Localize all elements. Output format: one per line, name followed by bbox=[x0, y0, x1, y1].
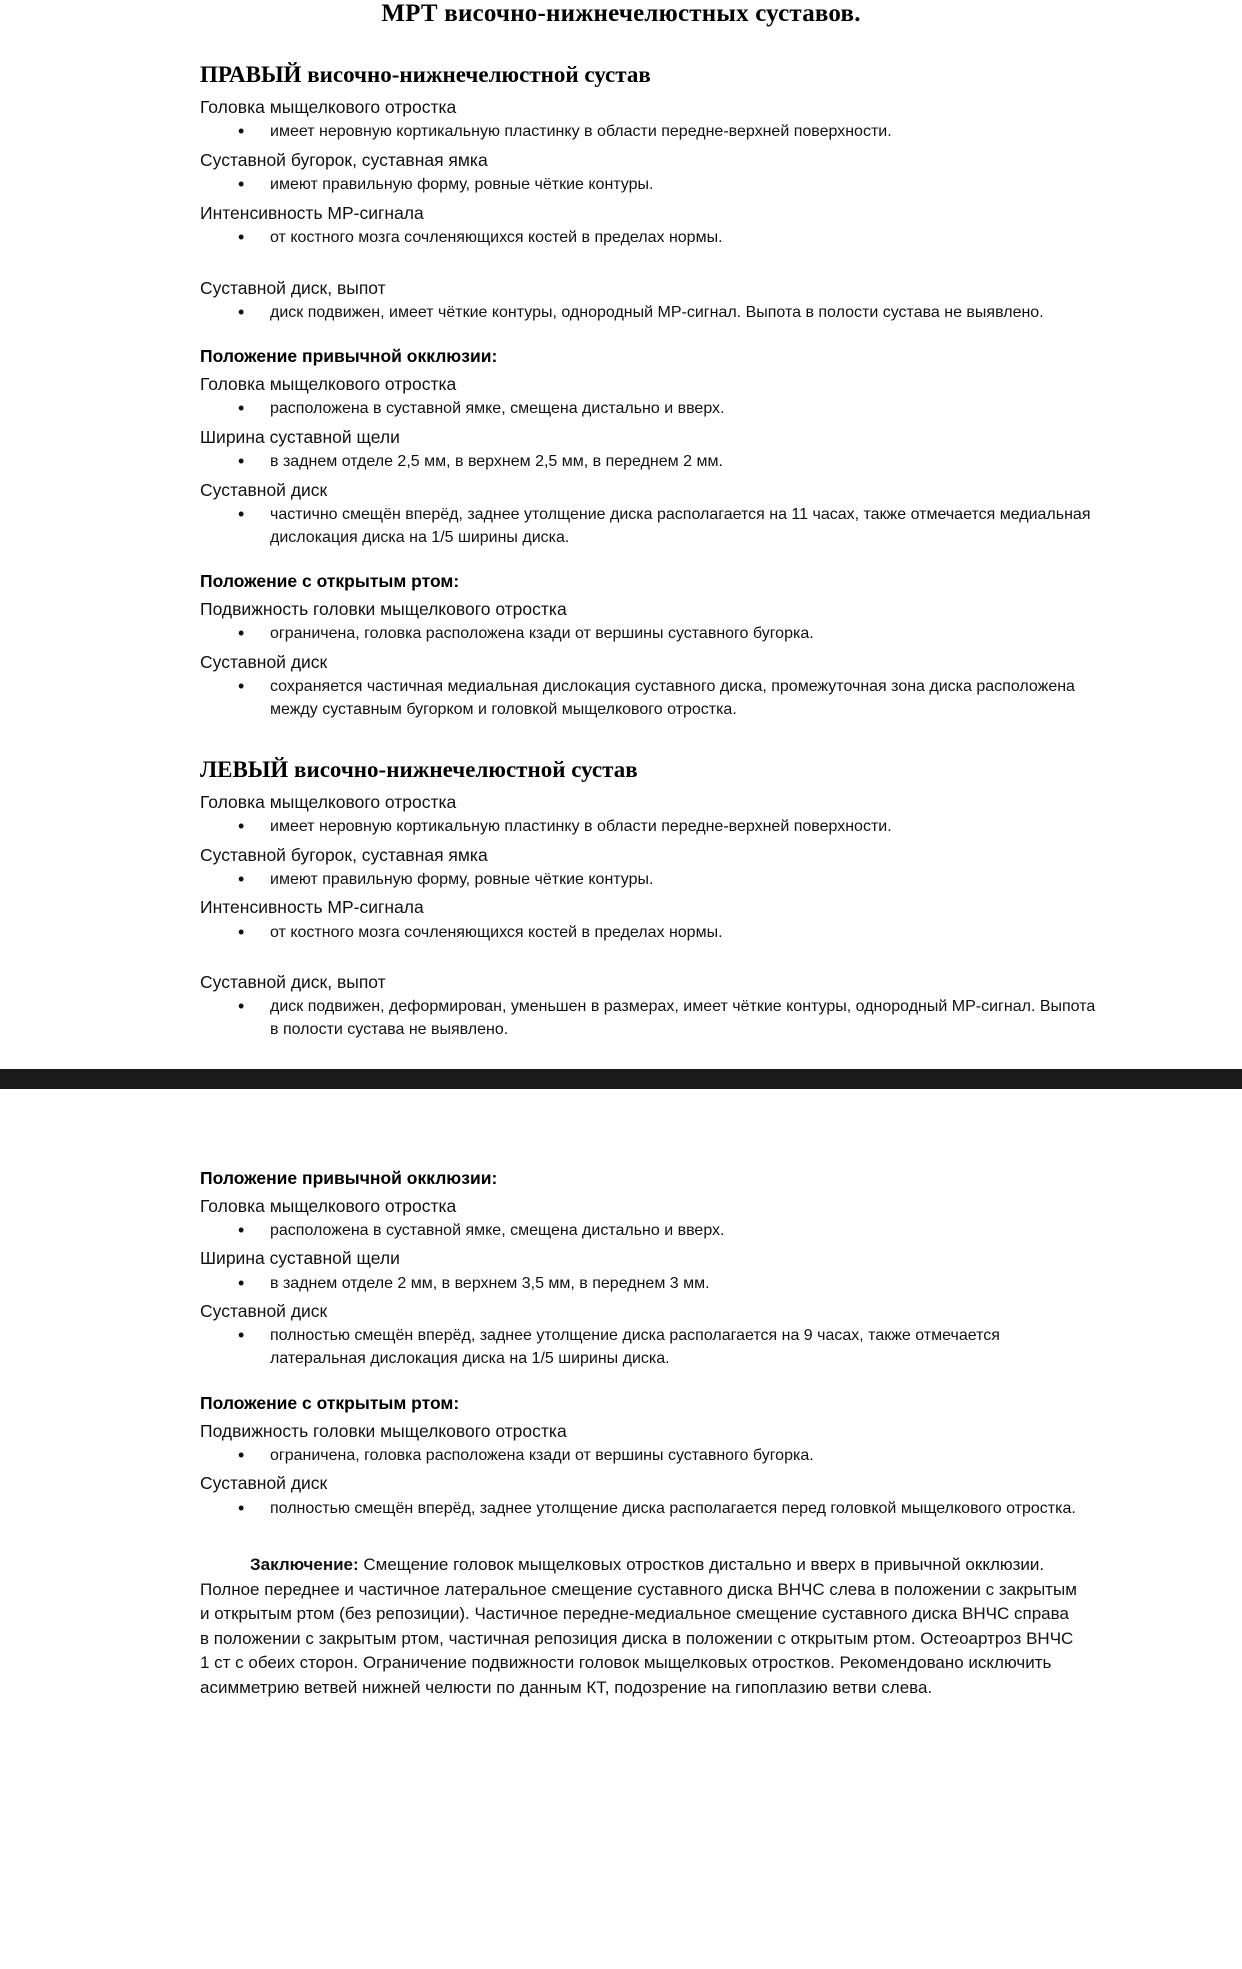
list-item: • полностью смещён вперёд, заднее утолщение диска располагается на 9 часах, также отмечается латеральная дислокация диска на 1/5 ширины диска. bbox=[238, 1324, 1100, 1371]
left-tubercle-bullets bbox=[200, 868, 1122, 895]
left-joint-heading-rest: височно-нижнечелюстной сустав bbox=[288, 756, 638, 782]
right-occlusion-disc-bullets bbox=[200, 503, 1122, 552]
right-open-mouth-mobility-bullets bbox=[200, 622, 1122, 649]
conclusion-text: Смещение головок мыщелковых отростков дистально и вверх в привычной окклюзии. Полное переднее и частичное латеральное смещение суставного диска ВНЧС слева в положении с закрытым и открытым ртом (без репозиции). Частичное передне-медиальное смещение суставного диска ВНЧС справа в положении с закрытым ртом, частичная репозиция диска в положении с открытым ртом. Остеоартроз ВНЧС 1 ст с обеих сторон. Ограничение подвижности головок мыщелковых отростков. Рекомендовано исключить асимметрию ветвей нижней челюсти по данным КТ, подозрение на гипоплазию ветви слева. bbox=[200, 1555, 1077, 1697]
list-item: • ограничена, головка расположена кзади от вершины суставного бугорка. bbox=[238, 1444, 1100, 1469]
conclusion-label: Заключение: bbox=[250, 1555, 359, 1575]
right-signal-bullets bbox=[200, 226, 1122, 253]
left-occlusion-gap-bullets bbox=[200, 1272, 1122, 1299]
list-item: • диск подвижен, имеет чёткие контуры, однородный МР-сигнал. Выпота в полости сустава не выявлено. bbox=[238, 301, 1100, 326]
spacer bbox=[200, 947, 1122, 969]
right-disc-effusion-bullets bbox=[200, 301, 1122, 328]
right-occlusion-heading: Положение привычной окклюзии: bbox=[200, 346, 498, 367]
right-occlusion-gap-bullets bbox=[200, 450, 1122, 477]
list-item: • диск подвижен, деформирован, уменьшен в размерах, имеет чёткие контуры, однородный МР-сигнал. Выпота в полости сустава не выявлено. bbox=[238, 995, 1100, 1042]
list-item: • ограничена, головка расположена кзади от вершины суставного бугорка. bbox=[238, 622, 1100, 647]
list-item: • имеют правильную форму, ровные чёткие контуры. bbox=[238, 173, 1100, 198]
right-tubercle-label: Суставной бугорок, суставная ямка bbox=[200, 149, 488, 170]
page-separator bbox=[0, 1069, 1242, 1089]
page-2-content bbox=[120, 1167, 1122, 1700]
right-occlusion-head-process-label: Головка мыщелкового отростка bbox=[200, 374, 457, 395]
right-occlusion-gap-label: Ширина суставной щели bbox=[200, 427, 400, 448]
right-joint-side-label: ПРАВЫЙ bbox=[200, 62, 302, 87]
left-open-mouth-mobility-label: Подвижность головки мыщелкового отростка bbox=[200, 1420, 567, 1441]
page-title: МРТ височно-нижнечелюстных суставов. bbox=[381, 0, 861, 27]
spacer bbox=[200, 253, 1122, 275]
right-open-mouth-disc-bullets bbox=[200, 675, 1122, 724]
document-page-2 bbox=[0, 1089, 1242, 1969]
left-tubercle-label: Суставной бугорок, суставная ямка bbox=[200, 844, 488, 865]
left-occlusion-disc-bullets bbox=[200, 1324, 1122, 1373]
left-signal-bullets bbox=[200, 921, 1122, 948]
left-open-mouth-disc-bullets bbox=[200, 1497, 1122, 1524]
right-tubercle-bullets bbox=[200, 173, 1122, 200]
list-item: • имеет неровную кортикальную пластинку в области передне-верхней поверхности. bbox=[238, 120, 1100, 145]
right-head-process-label: Головка мыщелкового отростка bbox=[200, 97, 457, 117]
right-occlusion-disc-label: Суставной диск bbox=[200, 479, 328, 500]
conclusion-paragraph bbox=[200, 1523, 1080, 1700]
left-occlusion-head-process-bullets bbox=[200, 1219, 1122, 1246]
list-item: • расположена в суставной ямке, смещена дистально и вверх. bbox=[238, 397, 1100, 422]
right-head-process-bullets bbox=[200, 120, 1122, 147]
left-occlusion-head-process-label: Головка мыщелкового отростка bbox=[200, 1195, 457, 1216]
left-signal-label: Интенсивность МР-сигнала bbox=[200, 897, 424, 918]
left-open-mouth-disc-label: Суставной диск bbox=[200, 1473, 328, 1494]
right-open-mouth-heading: Положение с открытым ртом: bbox=[200, 571, 460, 592]
left-disc-effusion-bullets bbox=[200, 995, 1122, 1044]
list-item: • полностью смещён вперёд, заднее утолщение диска располагается перед головкой мыщелкового отростка. bbox=[238, 1497, 1100, 1522]
page-1-content bbox=[120, 30, 1122, 1045]
left-disc-effusion-label: Суставной диск, выпот bbox=[200, 972, 386, 993]
right-disc-effusion-label: Суставной диск, выпот bbox=[200, 277, 386, 298]
right-signal-label: Интенсивность МР-сигнала bbox=[200, 202, 424, 223]
right-joint-heading-rest: височно-нижнечелюстной сустав bbox=[301, 62, 651, 87]
left-joint-side-label: ЛЕВЫЙ bbox=[200, 756, 289, 782]
list-item: • частично смещён вперёд, заднее утолщение диска располагается на 11 часах, также отмечается медиальная дислокация диска на 1/5 ширины диска. bbox=[238, 503, 1100, 550]
right-open-mouth-mobility-label: Подвижность головки мыщелкового отростка bbox=[200, 599, 567, 620]
right-occlusion-head-process-bullets bbox=[200, 397, 1122, 424]
left-occlusion-heading: Положение привычной окклюзии: bbox=[200, 1167, 498, 1188]
list-item: • от костного мозга сочленяющихся костей в пределах нормы. bbox=[238, 226, 1100, 251]
list-item: • имеет неровную кортикальную пластинку в области передне-верхней поверхности. bbox=[238, 815, 1100, 840]
section-heading-right-joint bbox=[200, 30, 1122, 94]
left-head-process-bullets bbox=[200, 815, 1122, 842]
left-open-mouth-mobility-bullets bbox=[200, 1444, 1122, 1471]
list-item: • в заднем отделе 2 мм, в верхнем 3,5 мм, в переднем 3 мм. bbox=[238, 1272, 1100, 1297]
list-item: • от костного мозга сочленяющихся костей в пределах нормы. bbox=[238, 921, 1100, 946]
list-item: • в заднем отделе 2,5 мм, в верхнем 2,5 мм, в переднем 2 мм. bbox=[238, 450, 1100, 475]
right-open-mouth-disc-label: Суставной диск bbox=[200, 652, 328, 673]
list-item: • сохраняется частичная медиальная дислокация суставного диска, промежуточная зона диска расположена между суставным бугорком и головкой мыщелкового отростка. bbox=[238, 675, 1100, 722]
title-block bbox=[120, 0, 1122, 30]
left-open-mouth-heading: Положение с открытым ртом: bbox=[200, 1392, 460, 1413]
left-occlusion-gap-label: Ширина суставной щели bbox=[200, 1248, 400, 1269]
left-occlusion-disc-label: Суставной диск bbox=[200, 1301, 328, 1322]
list-item: • расположена в суставной ямке, смещена дистально и вверх. bbox=[238, 1219, 1100, 1244]
left-head-process-label: Головка мыщелкового отростка bbox=[200, 791, 457, 812]
section-heading-left-joint bbox=[200, 725, 1122, 789]
list-item: • имеют правильную форму, ровные чёткие контуры. bbox=[238, 868, 1100, 893]
